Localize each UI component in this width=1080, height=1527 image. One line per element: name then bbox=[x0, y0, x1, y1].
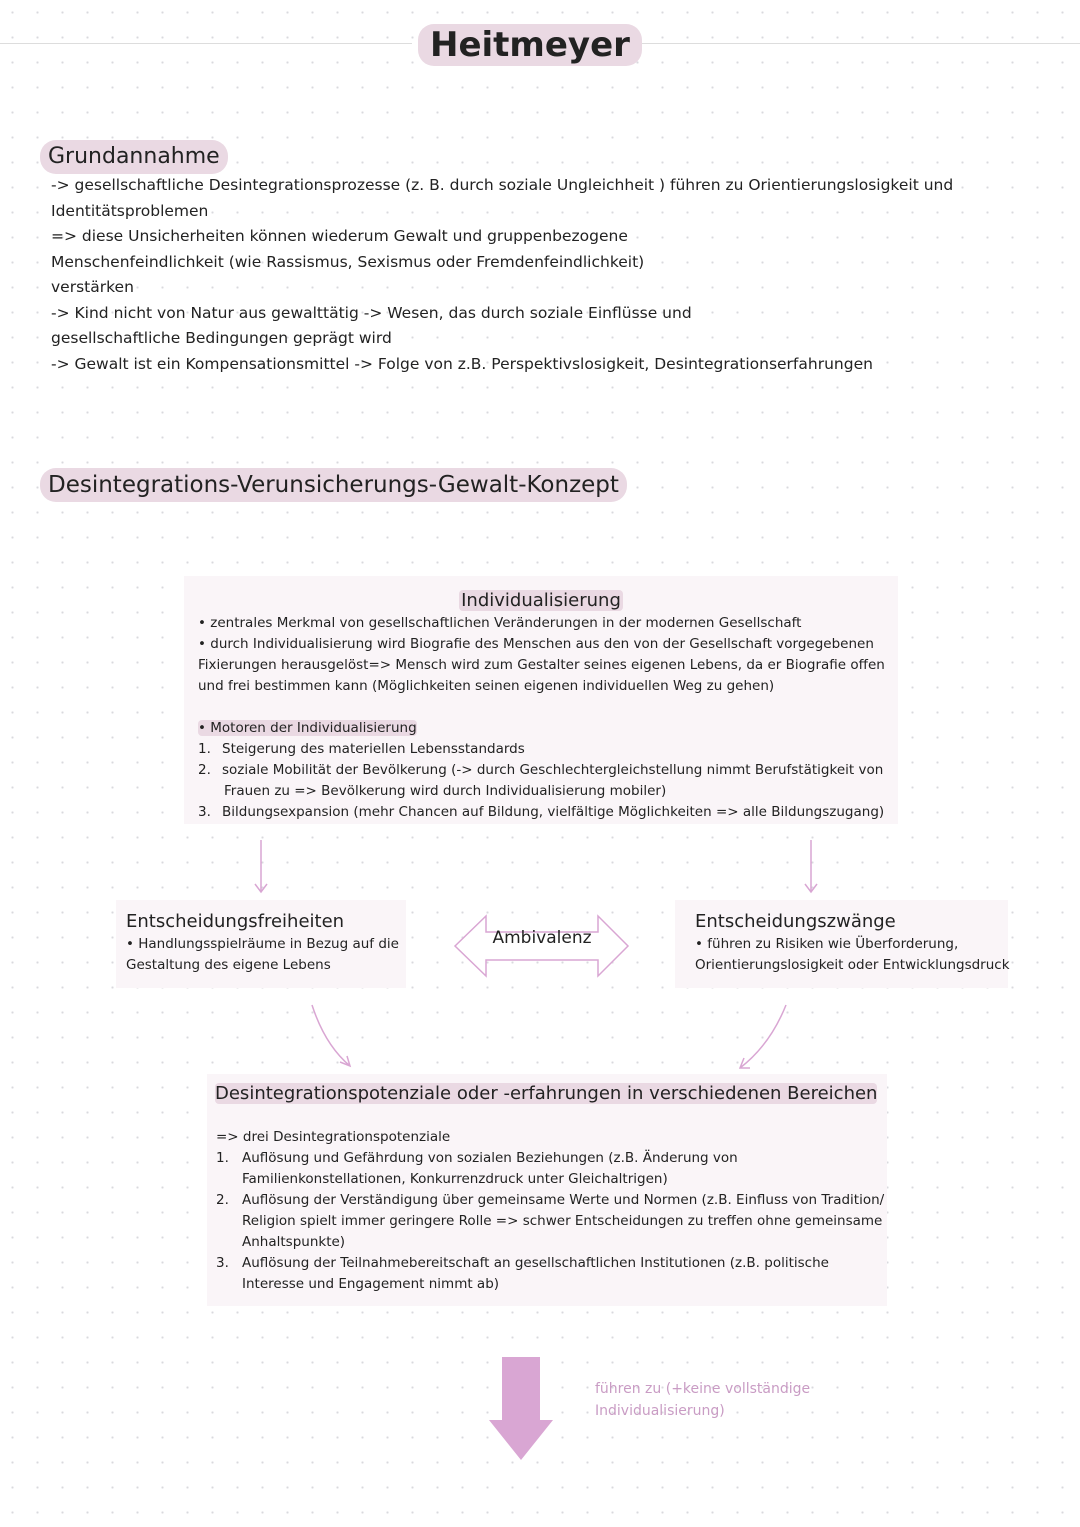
item-cont: Frauen zu => Bevölkerung wird durch Individualisierung mobiler) bbox=[224, 783, 667, 799]
num: 3. bbox=[216, 1255, 229, 1271]
line: • führen zu Risiken wie Überforderung, bbox=[695, 936, 959, 952]
num: 1. bbox=[198, 741, 211, 757]
item: Steigerung des materiellen Lebensstandards bbox=[222, 741, 525, 757]
fuehren-zu-note bbox=[595, 1378, 810, 1422]
arrow-curve-left bbox=[312, 1005, 350, 1066]
item: Auflösung der Teilnahmebereitschaft an gesellschaftlichen Institutionen (z.B. politische bbox=[242, 1255, 829, 1271]
ambivalenz-label: Ambivalenz bbox=[492, 928, 592, 948]
item-cont: Familienkonstellationen, Konkurrenzdruck unter Gleichaltrigen) bbox=[242, 1171, 668, 1187]
arrow-down-right bbox=[805, 840, 817, 892]
arrow-down-left bbox=[255, 840, 267, 892]
item-cont: Interesse und Engagement nimmt ab) bbox=[242, 1276, 500, 1292]
num: 1. bbox=[216, 1150, 229, 1166]
line: • Handlungsspielräume in Bezug auf die bbox=[126, 936, 399, 952]
individualisierung-heading: Individualisierung bbox=[461, 590, 621, 611]
line: und frei bestimmen kann (Möglichkeiten seinen eigenen individuellen Weg zu gehen) bbox=[198, 678, 775, 694]
freiheiten-box bbox=[116, 900, 406, 988]
line: -> Gewalt ist ein Kompensationsmittel -> Folge von z.B. Perspektivslosigkeit, Desintegrationserfahrungen bbox=[51, 354, 873, 373]
line: • zentrales Merkmal von gesellschaftlichen Veränderungen in der modernen Gesellschaft bbox=[198, 615, 802, 631]
line: -> Kind nicht von Natur aus gewalttätig -> Wesen, das durch soziale Einflüsse und bbox=[51, 303, 692, 322]
big-arrow-down bbox=[489, 1357, 553, 1460]
line: Orientierungslosigkeit oder Entwicklungsdruck bbox=[695, 957, 1010, 973]
line: Gestaltung des eigene Lebens bbox=[126, 957, 331, 973]
line: verstärken bbox=[51, 278, 134, 296]
item: soziale Mobilität der Bevölkerung (-> durch Geschlechtergleichstellung nimmt Berufstätigkeit von bbox=[222, 762, 884, 778]
line: => diese Unsicherheiten können wiederum Gewalt und gruppenbezogene bbox=[51, 227, 628, 245]
individualisierung-box bbox=[184, 576, 898, 824]
num: 2. bbox=[198, 762, 211, 778]
item-cont: Anhaltspunkte) bbox=[242, 1234, 346, 1250]
line: • durch Individualisierung wird Biografie des Menschen aus den von der Gesellschaft vorgegebenen bbox=[198, 636, 874, 652]
page-title: Heitmeyer bbox=[418, 24, 642, 66]
zwaenge-heading: Entscheidungszwänge bbox=[695, 911, 896, 932]
num: 2. bbox=[216, 1192, 229, 1208]
intro: => drei Desintegrationspotenziale bbox=[216, 1129, 451, 1145]
item: Auflösung der Verständigung über gemeinsame Werte und Normen (z.B. Einfluss von Tradition/ bbox=[242, 1192, 885, 1208]
desintegration-box bbox=[207, 1074, 887, 1306]
motoren-label: • Motoren der Individualisierung bbox=[198, 720, 417, 736]
freiheiten-heading: Entscheidungsfreiheiten bbox=[126, 911, 345, 932]
num: 3. bbox=[198, 804, 211, 820]
desintegration-heading: Desintegrationspotenziale oder -erfahrungen in verschiedenen Bereichen bbox=[215, 1083, 878, 1104]
line: -> gesellschaftliche Desintegrationsprozesse (z. B. durch soziale Ungleichheit ) führen zu Orientierungslosigkeit und bbox=[51, 176, 954, 194]
line: gesellschaftliche Bedingungen geprägt wird bbox=[51, 329, 392, 347]
item: Bildungsexpansion (mehr Chancen auf Bildung, vielfältige Möglichkeiten => alle Bildungszugang) bbox=[222, 804, 885, 820]
grundannahme-heading: Grundannahme bbox=[40, 140, 228, 174]
line: Fixierungen herausgelöst=> Mensch wird zum Gestalter seines eigenen Lebens, da er Biografie offen bbox=[198, 657, 885, 673]
line: führen zu (+keine vollständige bbox=[595, 1381, 811, 1397]
item-cont: Religion spielt immer geringere Rolle => schwer Entscheidungen zu treffen ohne gemeinsame bbox=[242, 1213, 883, 1229]
zwaenge-box bbox=[675, 900, 1008, 988]
arrow-curve-right bbox=[740, 1005, 786, 1068]
line: Menschenfeindlichkeit (wie Rassismus, Sexismus oder Fremdenfeindlichkeit) bbox=[51, 252, 645, 271]
line: Individualisierung) bbox=[595, 1403, 725, 1419]
item: Auflösung und Gefährdung von sozialen Beziehungen (z.B. Änderung von bbox=[242, 1150, 738, 1166]
line: Identitätsproblemen bbox=[51, 201, 209, 220]
konzept-heading: Desintegrations-Verunsicherungs-Gewalt-Konzept bbox=[40, 468, 627, 502]
